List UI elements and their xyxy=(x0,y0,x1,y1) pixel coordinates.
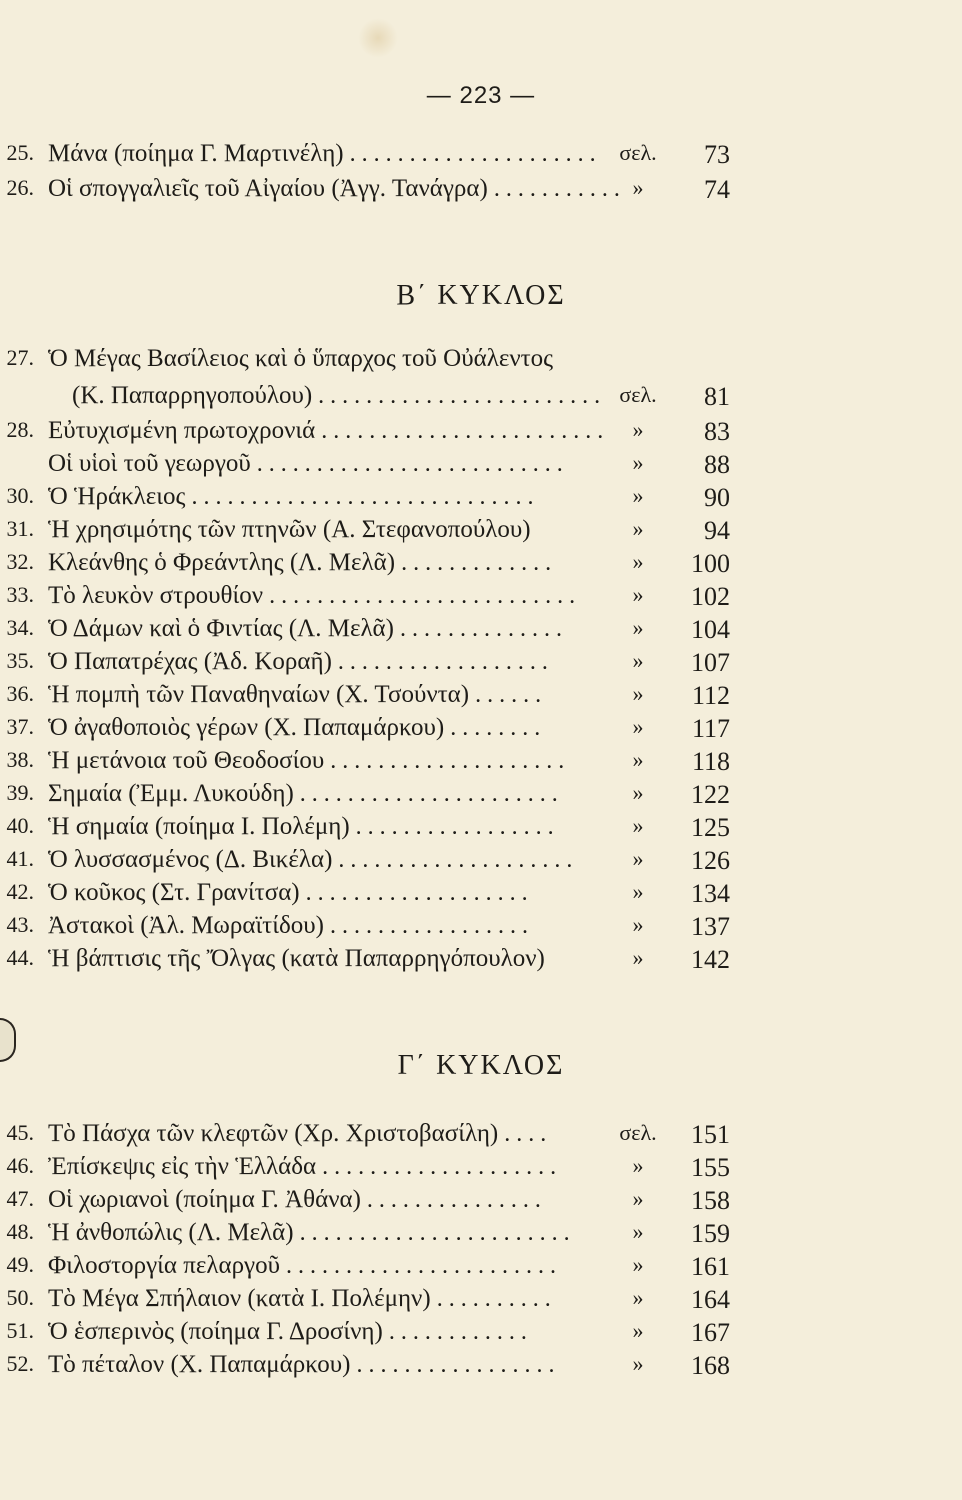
entry-title: Τὸ Πάσχα τῶν κλεφτῶν (Χρ. Χριστοβασίλη) . . . . xyxy=(48,1120,547,1147)
entry-title: Οἱ χωριανοὶ (ποίημα Γ. Ἀθάνα) . . . . . . . . . . . . . . . xyxy=(48,1186,541,1213)
toc-entry xyxy=(0,382,740,416)
entry-page: 88 xyxy=(704,450,730,479)
entry-title: Οἱ υἱοὶ τοῦ γεωργοῦ . . . . . . . . . . . . . . . . . . . . . . . . . . xyxy=(48,450,563,477)
entry-prefix: » xyxy=(632,945,644,970)
entry-page: 151 xyxy=(691,1120,730,1149)
entry-prefix: » xyxy=(632,1285,644,1310)
entry-number: 28. xyxy=(6,417,34,442)
entry-page: 155 xyxy=(691,1153,730,1182)
entry-page: 112 xyxy=(691,681,730,710)
entry-title: Ὁ Μέγας Βασίλειος καὶ ὁ ὕπαρχος τοῦ Οὐάλεντος xyxy=(48,345,554,372)
entry-number: 30. xyxy=(6,483,34,508)
entry-title: Ὁ Δάμων καὶ ὁ Φιντίας (Λ. Μελᾶ) . . . . . . . . . . . . . . xyxy=(48,615,562,642)
entry-page: 137 xyxy=(691,912,730,941)
toc-entry xyxy=(0,1318,740,1352)
toc-entry xyxy=(0,1153,740,1187)
toc-entry xyxy=(0,175,740,209)
entry-page: 117 xyxy=(691,714,730,743)
section-heading-c: Γ΄ ΚΥΚΛΟΣ xyxy=(397,1050,565,1081)
toc-entry xyxy=(0,780,740,814)
entry-prefix: » xyxy=(632,615,644,640)
entry-page: 159 xyxy=(691,1219,730,1248)
entry-number: 38. xyxy=(6,747,34,772)
entry-page: 158 xyxy=(691,1186,730,1215)
entry-title: Τὸ λευκὸν στρουθίον . . . . . . . . . . . . . . . . . . . . . . . . . . xyxy=(48,582,576,609)
entry-title: Ἡ ἀνθοπώλις (Λ. Μελᾶ) . . . . . . . . . . . . . . . . . . . . . . . xyxy=(48,1219,570,1246)
section-heading-b: Β΄ ΚΥΚΛΟΣ xyxy=(396,280,566,311)
entry-number: 47. xyxy=(6,1186,34,1211)
entry-title: Ἀστακοὶ (Ἀλ. Μωραϊτίδου) . . . . . . . . . . . . . . . . . xyxy=(48,912,528,939)
entry-number: 39. xyxy=(6,780,34,805)
entry-prefix: » xyxy=(632,1252,644,1277)
entry-title: Ἡ χρησιμότης τῶν πτηνῶν (Α. Στεφανοπούλου) xyxy=(48,516,531,543)
entry-title: (Κ. Παπαρρηγοπούλου) . . . . . . . . . . . . . . . . . . . . . . . . xyxy=(72,382,601,409)
entry-number: 46. xyxy=(6,1153,34,1178)
entry-title: Ὁ ἑσπερινὸς (ποίημα Γ. Δροσίνη) . . . . . . . . . . . . xyxy=(48,1318,527,1345)
entry-title: Ὁ Ἡράκλειος . . . . . . . . . . . . . . . . . . . . . . . . . . . . . xyxy=(48,483,534,510)
toc-entry xyxy=(0,615,740,649)
entry-number: 41. xyxy=(6,846,34,871)
entry-prefix: σελ. xyxy=(619,382,657,407)
entry-page: 167 xyxy=(691,1318,730,1347)
entry-prefix: » xyxy=(632,450,644,475)
entry-number: 50. xyxy=(6,1285,34,1310)
entry-number: 40. xyxy=(6,813,34,838)
entry-page: 104 xyxy=(691,615,730,644)
entry-number: 52. xyxy=(6,1351,34,1376)
toc-entry xyxy=(0,813,740,847)
entry-title: Ὁ ἀγαθοποιὸς γέρων (Χ. Παπαμάρκου) . . . . . . . . xyxy=(48,714,541,741)
entry-page: 90 xyxy=(704,483,730,512)
toc-entry xyxy=(0,1120,740,1154)
entry-title: Ἐπίσκεψις εἰς τὴν Ἑλλάδα . . . . . . . . . . . . . . . . . . . . xyxy=(48,1153,557,1180)
toc-entry xyxy=(0,681,740,715)
entry-prefix: » xyxy=(632,747,644,772)
entry-prefix: » xyxy=(632,1219,644,1244)
entry-number: 33. xyxy=(6,582,34,607)
entry-prefix: σελ. xyxy=(619,140,657,165)
toc-entry xyxy=(0,945,740,979)
entry-number: 42. xyxy=(6,879,34,904)
toc-entry xyxy=(0,345,740,379)
entry-page: 126 xyxy=(691,846,730,875)
entry-prefix: » xyxy=(632,1153,644,1178)
toc-entry xyxy=(0,714,740,748)
entry-title: Κλεάνθης ὁ Φρεάντλης (Λ. Μελᾶ) . . . . . . . . . . . . . xyxy=(48,549,552,576)
toc-entry xyxy=(0,1219,740,1253)
entry-page: 142 xyxy=(691,945,730,974)
entry-prefix: » xyxy=(632,1186,644,1211)
entry-prefix: » xyxy=(632,549,644,574)
entry-number: 27. xyxy=(6,345,34,370)
toc-entry xyxy=(0,140,740,174)
entry-title: Ὁ λυσσασμένος (Δ. Βικέλα) . . . . . . . . . . . . . . . . . . . . xyxy=(48,846,573,873)
entry-page: 83 xyxy=(704,417,730,446)
entry-page: 107 xyxy=(691,648,730,677)
entry-number: 34. xyxy=(6,615,34,640)
entry-title: Ἡ μετάνοια τοῦ Θεοδοσίου . . . . . . . . . . . . . . . . . . . . xyxy=(48,747,565,774)
toc-entry xyxy=(0,747,740,781)
entry-number: 48. xyxy=(6,1219,34,1244)
entry-prefix: » xyxy=(632,912,644,937)
entry-number: 31. xyxy=(6,516,34,541)
page-number: — 223 — xyxy=(426,82,536,109)
entry-prefix: » xyxy=(632,582,644,607)
entry-title: Οἱ σπογγαλιεῖς τοῦ Αἰγαίου (Ἀγγ. Τανάγρα) . . . . . . . . . . . xyxy=(48,175,620,202)
toc-entry xyxy=(0,1252,740,1286)
toc-entry xyxy=(0,1351,740,1385)
entry-number: 35. xyxy=(6,648,34,673)
toc-entry xyxy=(0,483,740,517)
entry-prefix: » xyxy=(632,417,644,442)
entry-number: 43. xyxy=(6,912,34,937)
entry-title: Τὸ πέταλον (Χ. Παπαμάρκου) . . . . . . . . . . . . . . . . . xyxy=(48,1351,555,1378)
entry-page: 164 xyxy=(691,1285,730,1314)
entry-title: Ὁ κοῦκος (Στ. Γρανίτσα) . . . . . . . . . . . . . . . . . . . xyxy=(48,879,528,906)
toc-entry xyxy=(0,417,740,451)
entry-number: 36. xyxy=(6,681,34,706)
entry-page: 122 xyxy=(691,780,730,809)
entry-prefix: » xyxy=(632,813,644,838)
entry-number: 37. xyxy=(6,714,34,739)
toc-entry xyxy=(0,879,740,913)
entry-page: 161 xyxy=(691,1252,730,1281)
entry-prefix: » xyxy=(632,780,644,805)
entry-prefix: » xyxy=(632,681,644,706)
entry-number: 45. xyxy=(6,1120,34,1145)
toc-entry xyxy=(0,549,740,583)
entry-prefix: » xyxy=(632,516,644,541)
entry-title: Μάνα (ποίημα Γ. Μαρτινέλη) . . . . . . . . . . . . . . . . . . . . . xyxy=(48,140,596,167)
toc-entry xyxy=(0,648,740,682)
entry-number: 44. xyxy=(6,945,34,970)
entry-number: 32. xyxy=(6,549,34,574)
entry-page: 102 xyxy=(691,582,730,611)
entry-prefix: σελ. xyxy=(619,1120,657,1145)
entry-title: Ὁ Παπατρέχας (Ἀδ. Κοραῆ) . . . . . . . . . . . . . . . . . . xyxy=(48,648,548,675)
entry-page: 81 xyxy=(704,382,730,411)
entry-prefix: » xyxy=(632,648,644,673)
entry-prefix: » xyxy=(632,483,644,508)
toc-entry xyxy=(0,1186,740,1220)
toc-entry xyxy=(0,1285,740,1319)
toc-entry xyxy=(0,450,740,484)
entry-number: 25. xyxy=(6,140,34,165)
entry-prefix: » xyxy=(632,1318,644,1343)
toc-entry xyxy=(0,516,740,550)
entry-page: 94 xyxy=(704,516,730,545)
entry-title: Σημαία (Ἐμμ. Λυκούδη) . . . . . . . . . . . . . . . . . . . . . . xyxy=(48,780,558,807)
entry-number: 26. xyxy=(6,175,34,200)
entry-title: Ἡ πομπὴ τῶν Παναθηναίων (Χ. Τσούντα) . . . . . . xyxy=(48,681,542,708)
toc-entry xyxy=(0,846,740,880)
entry-page: 125 xyxy=(691,813,730,842)
entry-number: 51. xyxy=(6,1318,34,1343)
paper-stain xyxy=(358,18,398,58)
entry-page: 74 xyxy=(704,175,730,204)
entry-prefix: » xyxy=(632,175,644,200)
entry-prefix: » xyxy=(632,879,644,904)
entry-page: 100 xyxy=(691,549,730,578)
toc-entry xyxy=(0,912,740,946)
entry-prefix: » xyxy=(632,714,644,739)
entry-title: Τὸ Μέγα Σπήλαιον (κατὰ Ι. Πολέμην) . . . . . . . . . . xyxy=(48,1285,551,1312)
entry-prefix: » xyxy=(632,1351,644,1376)
entry-page: 118 xyxy=(691,747,730,776)
entry-title: Φιλοστοργία πελαργοῦ . . . . . . . . . . . . . . . . . . . . . . . xyxy=(48,1252,556,1279)
entry-title: Εὐτυχισμένη πρωτοχρονιά . . . . . . . . . . . . . . . . . . . . . . . . xyxy=(48,417,604,444)
entry-title: Ἡ σημαία (ποίημα Ι. Πολέμη) . . . . . . . . . . . . . . . . . xyxy=(48,813,554,840)
entry-title: Ἡ βάπτισις τῆς Ὄλγας (κατὰ Παπαρρηγόπουλον) xyxy=(48,945,545,972)
entry-page: 134 xyxy=(691,879,730,908)
toc-entry xyxy=(0,582,740,616)
entry-page: 168 xyxy=(691,1351,730,1380)
entry-page: 73 xyxy=(704,140,730,169)
entry-number: 49. xyxy=(6,1252,34,1277)
entry-prefix: » xyxy=(632,846,644,871)
